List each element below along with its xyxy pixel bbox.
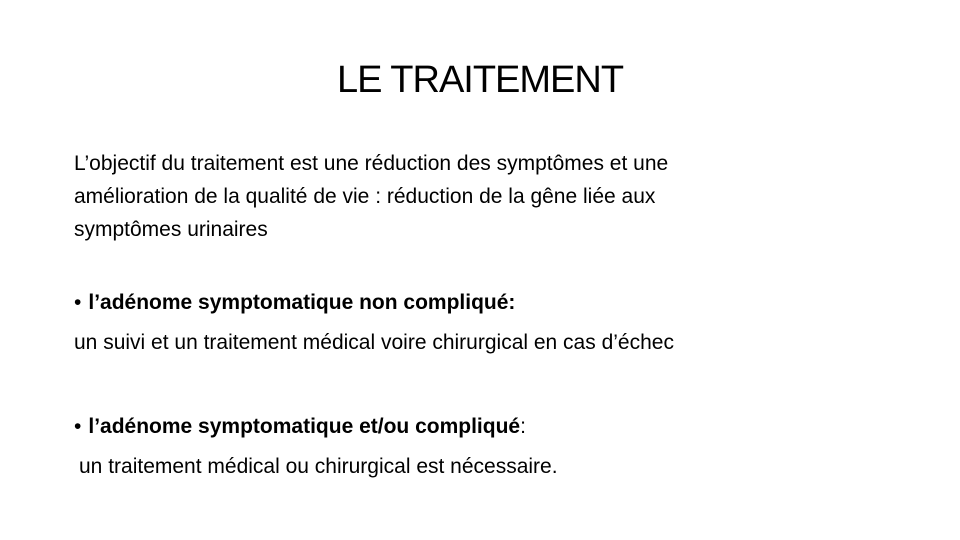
bullet-icon: • — [74, 415, 82, 438]
bullet-item-complicated — [74, 410, 874, 484]
bullet-heading: l’adénome symptomatique et/ou compliqué — [88, 415, 521, 438]
intro-paragraph — [74, 147, 874, 246]
bullet-item-uncomplicated — [74, 286, 874, 360]
bullet-icon: • — [74, 291, 82, 314]
bullet-heading-line — [74, 410, 874, 444]
slide-title: LE TRAITEMENT — [336, 59, 624, 101]
intro-line: symptômes urinaires — [74, 218, 268, 241]
bullet-detail: un traitement médical ou chirurgical est nécessaire. — [79, 455, 558, 478]
intro-line: amélioration de la qualité de vie : réduction de la gêne liée aux — [74, 185, 656, 208]
bullet-heading: l’adénome symptomatique non compliqué: — [88, 291, 516, 314]
bullet-heading-suffix: : — [520, 415, 526, 438]
intro-line: L’objectif du traitement est une réduction des symptômes et une — [74, 152, 669, 175]
bullet-heading-line — [74, 286, 874, 320]
bullet-detail: un suivi et un traitement médical voire chirurgical en cas d’échec — [74, 331, 674, 354]
